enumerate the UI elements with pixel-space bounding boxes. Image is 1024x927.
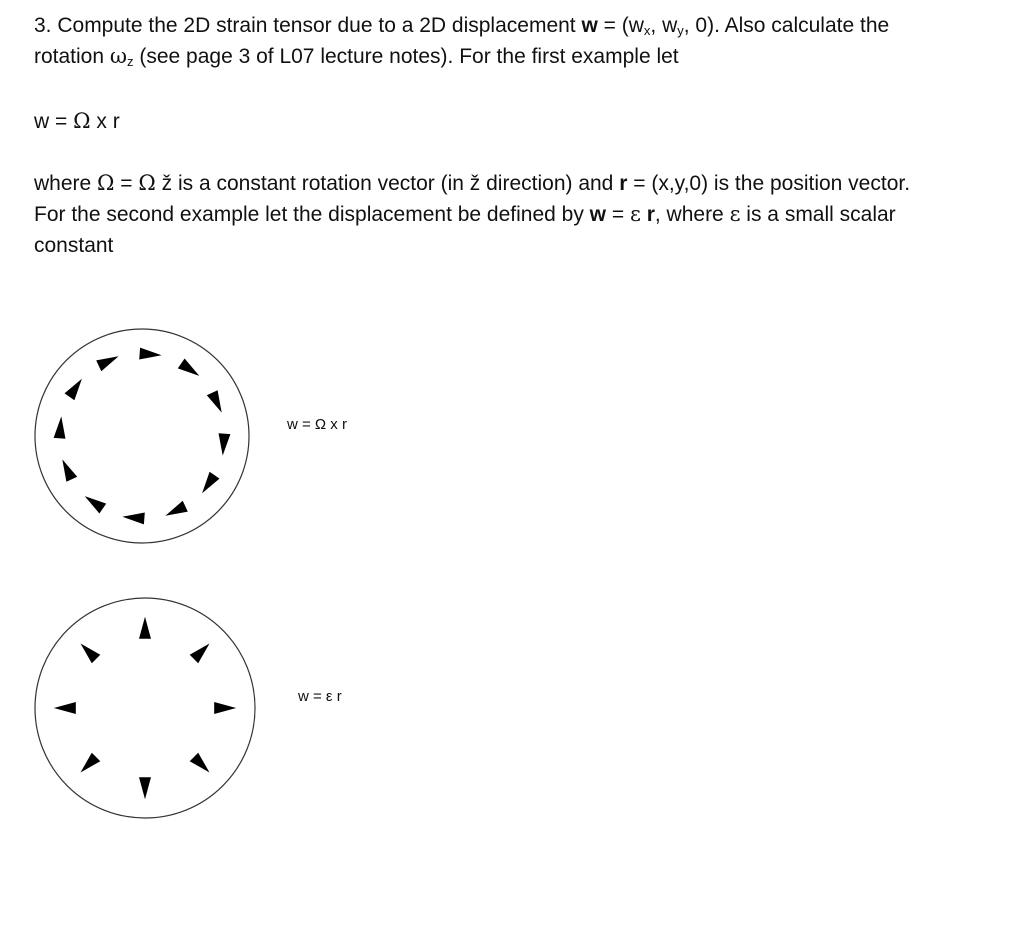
rotation-field-circle bbox=[35, 329, 249, 543]
where-line-2: For the second example let the displacement be defined by w = ε r, where ε is a small scalar bbox=[34, 202, 896, 226]
where-line-1: where Ω = Ω ž is a constant rotation vector (in ž direction) and r = (x,y,0) is the position vector. bbox=[34, 171, 911, 195]
rotation-arrow bbox=[65, 379, 82, 401]
rotation-arrow bbox=[54, 416, 66, 438]
rotation-arrow bbox=[165, 501, 187, 516]
rotation-arrow bbox=[139, 348, 161, 360]
radial-field-diagram bbox=[0, 590, 280, 830]
radial-arrow bbox=[54, 702, 76, 714]
rotation-arrow bbox=[207, 390, 222, 412]
rotation-arrow bbox=[122, 513, 144, 525]
problem-statement bbox=[34, 10, 1009, 72]
formula-rotation: w = Ω x r bbox=[34, 109, 120, 133]
rotation-arrow bbox=[96, 356, 118, 371]
radial-arrow bbox=[139, 777, 151, 799]
rotation-field-label: w = Ω x r bbox=[287, 416, 347, 433]
radial-arrow bbox=[81, 644, 101, 664]
problem-line-2: rotation $\omega_z$ (see page 3 of L07 lecture notes). For the first example let bbox=[34, 44, 679, 69]
radial-arrow bbox=[81, 753, 101, 773]
radial-arrow bbox=[190, 644, 210, 664]
rotation-arrow bbox=[219, 433, 231, 455]
radial-arrow bbox=[139, 617, 151, 639]
where-line-3: constant bbox=[34, 234, 114, 257]
rotation-arrow bbox=[62, 459, 77, 481]
rotation-field-diagram bbox=[0, 320, 280, 560]
where-paragraph bbox=[34, 168, 1009, 261]
rotation-arrow bbox=[202, 472, 219, 494]
w-vector-symbol: w bbox=[581, 14, 598, 37]
radial-field-label: w = ε r bbox=[298, 688, 342, 705]
omega-symbol: ω bbox=[109, 44, 128, 68]
rotation-arrow bbox=[178, 359, 200, 376]
problem-line-1: 3. Compute the 2D strain tensor due to a 2D displacement $w = (w_x$, $w_y$, 0). Also calculate the bbox=[34, 14, 890, 38]
radial-arrow bbox=[190, 753, 210, 773]
rotation-arrow bbox=[85, 496, 107, 513]
radial-arrow bbox=[214, 702, 236, 714]
